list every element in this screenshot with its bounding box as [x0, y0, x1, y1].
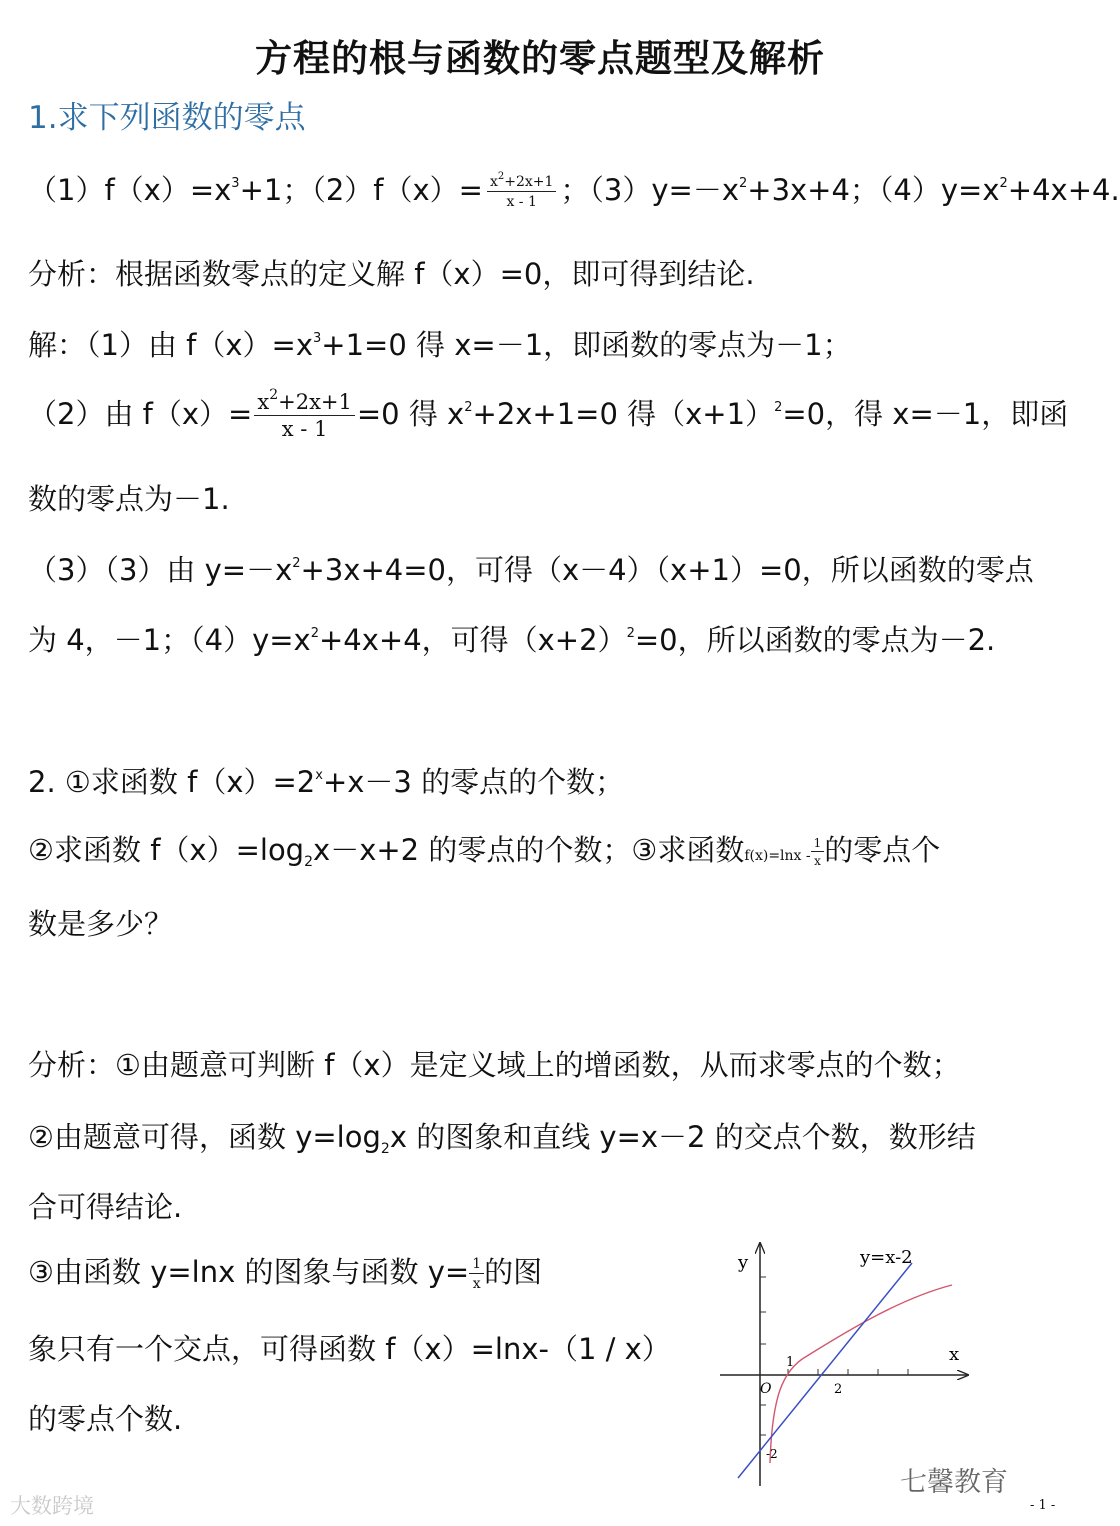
text: 的图 — [484, 1255, 543, 1289]
watermark-left: 大数跨境 — [10, 1494, 94, 1518]
y-axis-label: y — [738, 1252, 749, 1273]
text: +4x+4，可得（x+2） — [318, 623, 627, 657]
page-title: 方程的根与函数的零点题型及解析 — [255, 36, 825, 80]
tick-label-neg2: -2 — [766, 1447, 778, 1461]
q2-analysis-4 — [28, 1250, 542, 1291]
x-axis-label: x — [949, 1344, 960, 1365]
q1-solution-4 — [28, 618, 995, 659]
text: +4x+4. — [1007, 173, 1120, 207]
question-1-heading: 1.求下列函数的零点 — [28, 100, 306, 136]
text: x — [472, 1276, 481, 1292]
text: x - 1 — [506, 194, 537, 210]
q1-solution-2 — [28, 387, 1069, 441]
text: +3x+4；（4）y=x — [747, 173, 1000, 207]
exponent: x — [315, 768, 323, 783]
text: （3）（3）由 y=－x — [28, 553, 293, 587]
text: ②由题意可得，函数 y=log — [28, 1120, 381, 1154]
text: x－x+2 的零点的个数；③求函数 — [313, 833, 745, 867]
exponent: 2 — [497, 171, 505, 182]
exponent: 2 — [774, 400, 783, 415]
q1-analysis: 分析：根据函数零点的定义解 f（x）=0，即可得到结论. — [28, 257, 755, 291]
text: +2x+1 — [278, 390, 352, 414]
text: （2）由 f（x）= — [28, 397, 253, 431]
text: 1 — [469, 1257, 484, 1274]
text: ；（3）y=－x — [560, 173, 739, 207]
text: =0 得 x — [356, 397, 465, 431]
watermark-right: 七馨教育 — [900, 1467, 1008, 1498]
subscript: 2 — [380, 1141, 390, 1157]
exponent: 2 — [292, 556, 301, 571]
q1-solution-1 — [28, 323, 852, 364]
text: 1 — [811, 837, 825, 852]
q1-solution-2-cont: 数的零点为－1. — [28, 482, 230, 516]
q2-line-2 — [28, 828, 940, 869]
exponent: 2 — [999, 176, 1008, 191]
q1-solution-3 — [28, 548, 1034, 589]
q2-analysis-3: 合可得结论. — [28, 1190, 183, 1224]
text: 解：（1）由 f（x）=x — [28, 328, 314, 362]
text: +x－3 的零点的个数； — [322, 765, 625, 799]
formula: f(x)=lnx - — [744, 848, 811, 864]
function-graph — [712, 1238, 982, 1488]
text: +3x+4=0，可得（x－4）（x+1）=0，所以函数的零点 — [300, 553, 1034, 587]
exponent: 3 — [313, 331, 322, 346]
fraction — [254, 387, 355, 441]
text: x — [489, 174, 498, 190]
subscript: 2 — [304, 854, 314, 870]
fraction — [487, 171, 556, 210]
tick-label-1: 1 — [786, 1355, 795, 1370]
text: =0，得 x=－1，即函 — [782, 397, 1069, 431]
exponent: 2 — [738, 176, 748, 191]
exponent: 2 — [626, 626, 635, 641]
text: ②求函数 f（x）=log — [28, 833, 305, 867]
q2-analysis-2 — [28, 1115, 976, 1156]
text: 2. ①求函数 f（x）=2 — [28, 765, 316, 799]
origin-label: O — [760, 1381, 772, 1397]
q2-analysis-6: 的零点个数. — [28, 1402, 183, 1436]
exponent: 2 — [269, 387, 279, 403]
line-y-x-minus-2 — [738, 1263, 912, 1478]
exponent: 2 — [464, 400, 473, 415]
tick-label-2: 2 — [834, 1382, 843, 1397]
text: 为 4，－1；（4）y=x — [28, 623, 311, 657]
q2-line-3: 数是多少？ — [28, 907, 174, 941]
page-number: - 1 - — [1030, 1498, 1056, 1513]
text: x — [814, 854, 821, 868]
q2-analysis-1: 分析：①由题意可判断 f（x）是定义域上的增函数，从而求零点的个数； — [28, 1048, 961, 1082]
lnx-curve — [770, 1285, 952, 1463]
text: ③由函数 y=lnx 的图象与函数 y= — [28, 1255, 470, 1289]
fraction — [811, 837, 825, 867]
text: +1；（2）f（x）= — [239, 173, 483, 207]
text: （1）f（x）=x — [28, 173, 232, 207]
text: +2x+1=0 得（x+1） — [472, 397, 775, 431]
q2-line-1 — [28, 760, 624, 801]
text: 的零点个 — [824, 833, 941, 867]
text: x 的图象和直线 y=x－2 的交点个数，数形结 — [389, 1120, 976, 1154]
text: =0，所以函数的零点为－2. — [634, 623, 996, 657]
q1-functions-line — [28, 168, 1120, 209]
tick-marks — [760, 1277, 908, 1435]
text: x - 1 — [281, 417, 328, 441]
exponent: 3 — [231, 176, 240, 191]
line-equation-label: y=x-2 — [860, 1247, 913, 1268]
text: +1=0 得 x=－1，即函数的零点为－1； — [321, 328, 852, 362]
q2-analysis-5: 象只有一个交点，可得函数 f（x）=lnx-（1 / x） — [28, 1332, 671, 1366]
exponent: 2 — [310, 626, 319, 641]
text: +2x+1 — [504, 174, 554, 190]
text: x — [257, 390, 270, 414]
fraction — [469, 1257, 484, 1291]
